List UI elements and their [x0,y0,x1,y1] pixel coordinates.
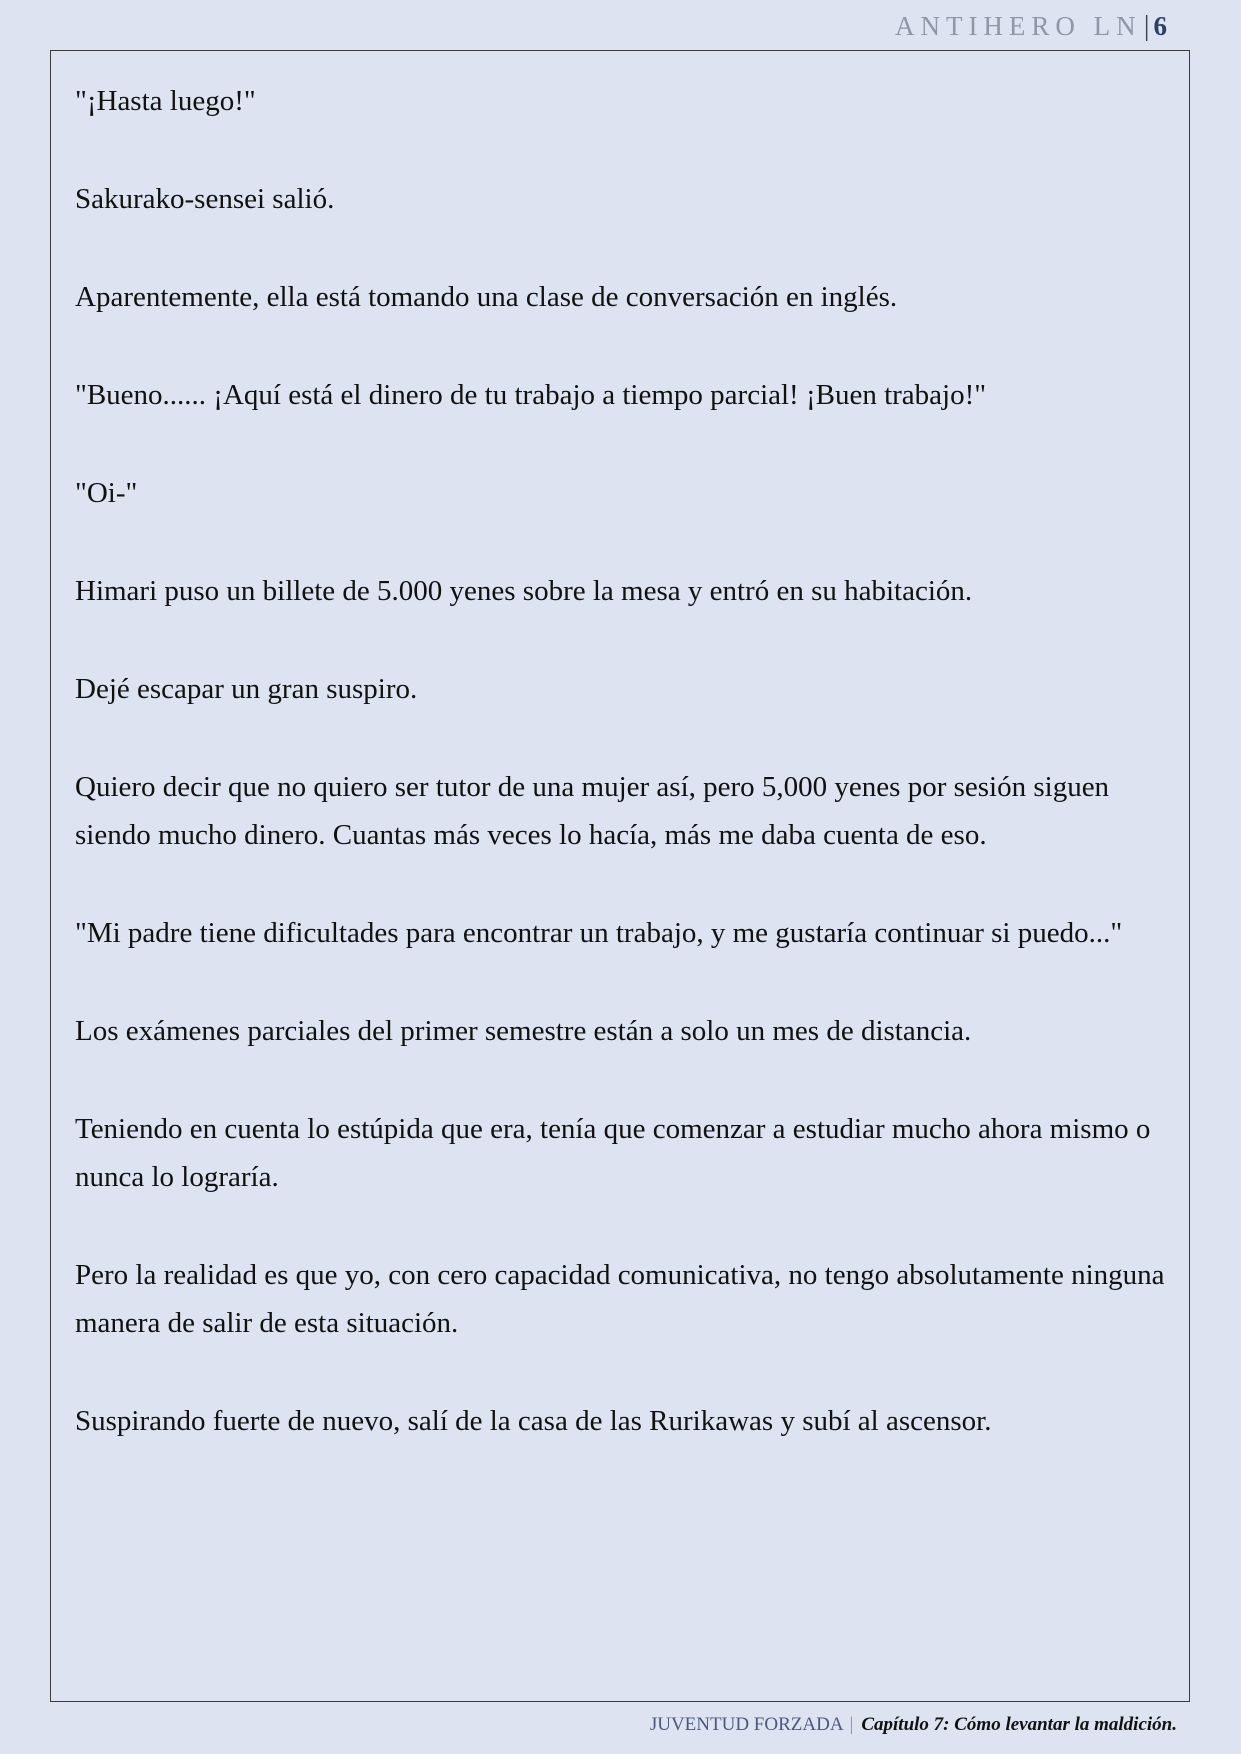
footer-separator: | [849,1714,854,1735]
paragraph: Himari puso un billete de 5.000 yenes sobre la mesa y entró en su habitación. [75,575,973,607]
page-header [895,6,1167,46]
paragraph: Los exámenes parciales del primer semestre están a solo un mes de distancia. [75,1015,972,1047]
header-separator: | [1143,9,1150,42]
paragraph: "Bueno...... ¡Aquí está el dinero de tu trabajo a tiempo parcial! ¡Buen trabajo!" [75,379,987,411]
page-footer [650,1710,1177,1740]
chapter-title: Capítulo 7: Cómo levantar la maldición. [861,1714,1177,1735]
paragraph: "Mi padre tiene dificultades para encontrar un trabajo, y me gustaría continuar si puedo..." [75,917,1123,949]
paragraph: Quiero decir que no quiero ser tutor de una mujer así, pero 5,000 yenes por sesión siguen siendo mucho dinero. Cuantas más veces lo hacía, más me daba cuenta de eso. [75,771,1110,851]
paragraph: "Oi-" [75,477,138,509]
paragraph: Dejé escapar un gran suspiro. [75,673,418,705]
page-number: 6 [1153,10,1167,41]
paragraph: Pero la realidad es que yo, con cero capacidad comunicativa, no tengo absolutamente ninguna manera de salir de esta situación. [75,1259,1165,1339]
body-text [75,77,1165,1495]
paragraph: Sakurako-sensei salió. [75,183,335,215]
series-title: JUVENTUD FORZADA [649,1714,844,1735]
paragraph: Suspirando fuerte de nuevo, salí de la casa de las Rurikawas y subí al ascensor. [75,1405,992,1437]
site-name: ANTIHERO LN [894,10,1142,41]
paragraph: Teniendo en cuenta lo estúpida que era, tenía que comenzar a estudiar mucho ahora mismo o nunca lo lograría. [75,1113,1151,1193]
paragraph: Aparentemente, ella está tomando una clase de conversación en inglés. [75,281,898,313]
paragraph: "¡Hasta luego!" [75,85,256,117]
